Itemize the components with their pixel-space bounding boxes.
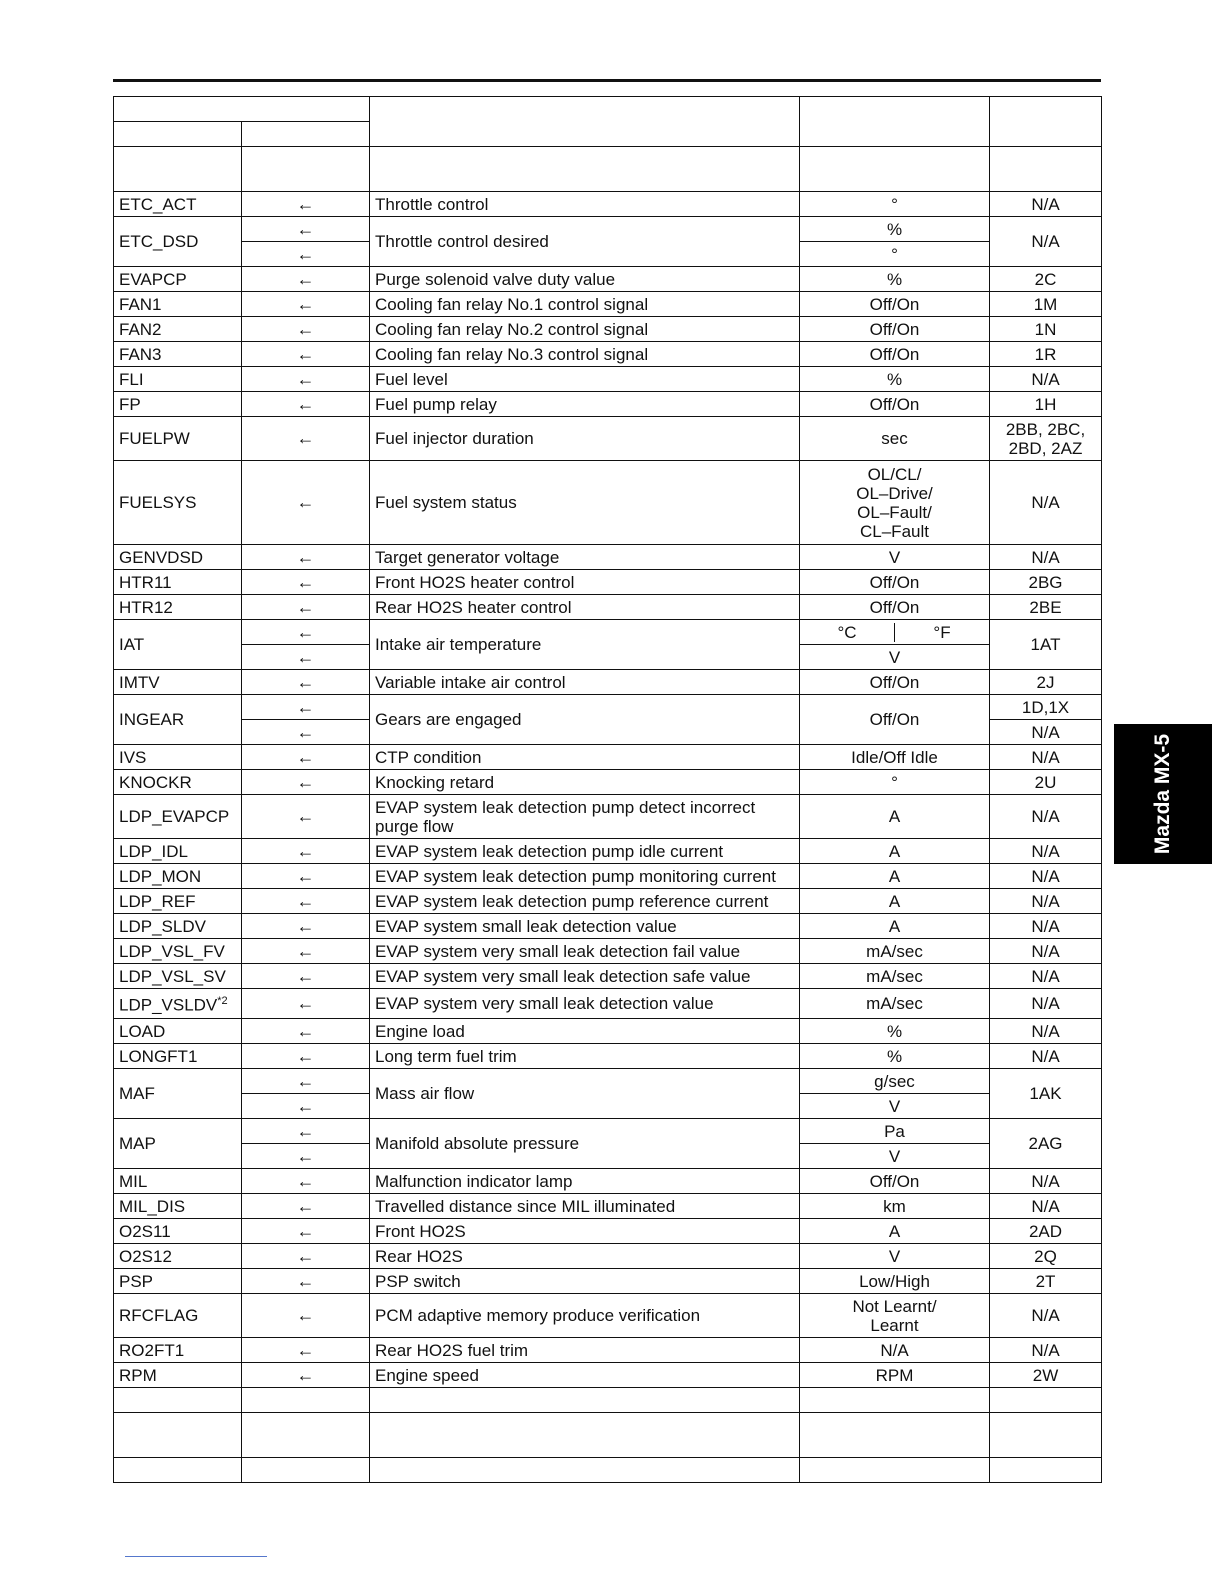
arrow-icon: ← (242, 545, 370, 570)
section-tab (1114, 724, 1212, 864)
arrow-icon: ← (242, 1044, 370, 1069)
pid-description: EVAP system small leak detection value (370, 914, 800, 939)
pid-description: Manifold absolute pressure (370, 1119, 800, 1169)
pid-unit-line: OL/CL/ (867, 464, 922, 484)
table-row (114, 964, 1102, 989)
pid-unit: V (800, 1244, 990, 1269)
table-row (114, 1044, 1102, 1069)
pid-description: Rear HO2S (370, 1244, 800, 1269)
pid-name: FAN3 (114, 342, 242, 367)
arrow-icon: ← (242, 367, 370, 392)
pid-description: EVAP system very small leak detection fail value (370, 939, 800, 964)
table-row (114, 292, 1102, 317)
arrow-icon: ← (242, 914, 370, 939)
arrow-icon: ← (242, 989, 370, 1019)
pid-description: Front HO2S (370, 1219, 800, 1244)
table-row (114, 192, 1102, 217)
pid-terminal: N/A (990, 1194, 1102, 1219)
pid-terminal: 1M (990, 292, 1102, 317)
pid-terminal (990, 417, 1102, 461)
pid-unit: Idle/Off Idle (800, 745, 990, 770)
pid-name: FUELPW (114, 417, 242, 461)
arrow-icon: ← (242, 1194, 370, 1219)
pid-description: Front HO2S heater control (370, 570, 800, 595)
pid-description: EVAP system very small leak detection safe value (370, 964, 800, 989)
pid-description: Purge solenoid valve duty value (370, 267, 800, 292)
arrow-icon: ← (242, 795, 370, 839)
pid-unit: Off/On (800, 392, 990, 417)
table-row (114, 1294, 1102, 1338)
pid-terminal: 1N (990, 317, 1102, 342)
pid-terminal: N/A (990, 864, 1102, 889)
pid-unit (800, 620, 990, 645)
pid-name: GENVDSD (114, 545, 242, 570)
table-row (114, 317, 1102, 342)
unit-fahrenheit: °F (933, 622, 951, 642)
pid-name: LOAD (114, 1019, 242, 1044)
pid-unit: g/sec (800, 1069, 990, 1094)
pid-terminal: N/A (990, 914, 1102, 939)
pid-terminal: N/A (990, 545, 1102, 570)
pid-name: FUELSYS (114, 461, 242, 545)
pid-terminal: 2Q (990, 1244, 1102, 1269)
pid-unit: A (800, 795, 990, 839)
pid-description: PCM adaptive memory produce verification (370, 1294, 800, 1338)
pid-unit: V (800, 545, 990, 570)
pid-terminal: N/A (990, 461, 1102, 545)
table-row (114, 839, 1102, 864)
arrow-icon: ← (242, 745, 370, 770)
pid-description: EVAP system leak detection pump reference current (370, 889, 800, 914)
pid-unit: % (800, 1019, 990, 1044)
pid-terminal: N/A (990, 839, 1102, 864)
pid-terminal: N/A (990, 795, 1102, 839)
table-row (114, 864, 1102, 889)
pid-unit: N/A (800, 1338, 990, 1363)
pid-name (114, 989, 242, 1019)
pid-description: Malfunction indicator lamp (370, 1169, 800, 1194)
table-row (114, 417, 1102, 461)
pid-description: EVAP system very small leak detection value (370, 989, 800, 1019)
table-row (114, 1363, 1102, 1388)
pid-name: MAF (114, 1069, 242, 1119)
table-row (114, 1069, 1102, 1094)
pid-terminal: 2U (990, 770, 1102, 795)
arrow-icon: ← (242, 889, 370, 914)
pid-terminal: N/A (990, 1019, 1102, 1044)
header-row (114, 97, 1102, 122)
pid-name: HTR11 (114, 570, 242, 595)
pid-unit: Off/On (800, 317, 990, 342)
pid-description: Target generator voltage (370, 545, 800, 570)
table-row (114, 889, 1102, 914)
pid-unit (800, 461, 990, 545)
pid-unit: RPM (800, 1363, 990, 1388)
arrow-icon: ← (242, 1244, 370, 1269)
table-row (114, 939, 1102, 964)
pid-description: PSP switch (370, 1269, 800, 1294)
arrow-icon: ← (242, 939, 370, 964)
blank-row (114, 1413, 1102, 1458)
pid-terminal: N/A (990, 989, 1102, 1019)
pid-description: CTP condition (370, 745, 800, 770)
arrow-icon: ← (242, 670, 370, 695)
pid-terminal: 2AG (990, 1119, 1102, 1169)
pid-name: MAP (114, 1119, 242, 1169)
pid-unit: % (800, 367, 990, 392)
pid-name: IVS (114, 745, 242, 770)
table-row (114, 1269, 1102, 1294)
blank-row (114, 1388, 1102, 1413)
table-row (114, 914, 1102, 939)
arrow-icon: ← (242, 1094, 370, 1119)
pid-description: Engine speed (370, 1363, 800, 1388)
pid-name: LDP_EVAPCP (114, 795, 242, 839)
pid-unit: A (800, 1219, 990, 1244)
arrow-icon: ← (242, 1363, 370, 1388)
pid-unit: A (800, 889, 990, 914)
pid-terminal-line: 2BB, 2BC, (1005, 419, 1086, 439)
table-row (114, 461, 1102, 545)
pid-description: Fuel system status (370, 461, 800, 545)
pid-name: KNOCKR (114, 770, 242, 795)
pid-name: EVAPCP (114, 267, 242, 292)
table-row (114, 1119, 1102, 1144)
table-row (114, 989, 1102, 1019)
pid-name: LDP_SLDV (114, 914, 242, 939)
pid-unit (800, 1294, 990, 1338)
pid-unit: % (800, 267, 990, 292)
pid-name: LDP_VSL_FV (114, 939, 242, 964)
arrow-icon: ← (242, 1269, 370, 1294)
pid-unit: ° (800, 192, 990, 217)
pid-terminal: N/A (990, 192, 1102, 217)
pid-name: INGEAR (114, 695, 242, 745)
pid-name: RPM (114, 1363, 242, 1388)
pid-unit: Pa (800, 1119, 990, 1144)
pid-name: IMTV (114, 670, 242, 695)
pid-description: Cooling fan relay No.2 control signal (370, 317, 800, 342)
pid-description: Variable intake air control (370, 670, 800, 695)
arrow-icon: ← (242, 570, 370, 595)
pid-terminal-line: 2BD, 2AZ (1008, 438, 1083, 458)
pid-description: Fuel pump relay (370, 392, 800, 417)
pid-unit-line: Learnt (870, 1315, 919, 1335)
pid-description-line: EVAP system leak detection pump detect incorrect (375, 797, 756, 817)
pid-name: FLI (114, 367, 242, 392)
pid-unit: Off/On (800, 570, 990, 595)
pid-terminal: 2AD (990, 1219, 1102, 1244)
pid-name: LDP_VSL_SV (114, 964, 242, 989)
blank-row (114, 1458, 1102, 1483)
pid-description: Mass air flow (370, 1069, 800, 1119)
arrow-icon: ← (242, 267, 370, 292)
pid-unit: A (800, 839, 990, 864)
arrow-icon: ← (242, 645, 370, 670)
pid-name: ETC_ACT (114, 192, 242, 217)
pid-terminal: N/A (990, 1169, 1102, 1194)
arrow-icon: ← (242, 1144, 370, 1169)
pid-terminal: 2W (990, 1363, 1102, 1388)
pid-name-text: LDP_VSLDV (119, 995, 218, 1015)
pid-unit: mA/sec (800, 989, 990, 1019)
pid-name: O2S12 (114, 1244, 242, 1269)
table-row (114, 367, 1102, 392)
pid-description: Throttle control desired (370, 217, 800, 267)
pid-terminal: N/A (990, 939, 1102, 964)
pid-description: Travelled distance since MIL illuminated (370, 1194, 800, 1219)
pid-name: FP (114, 392, 242, 417)
pid-unit: mA/sec (800, 964, 990, 989)
pid-terminal: 2T (990, 1269, 1102, 1294)
pid-name: O2S11 (114, 1219, 242, 1244)
arrow-icon: ← (242, 192, 370, 217)
pid-terminal: 1R (990, 342, 1102, 367)
arrow-icon: ← (242, 1019, 370, 1044)
pid-name: LDP_IDL (114, 839, 242, 864)
pid-description: Engine load (370, 1019, 800, 1044)
arrow-icon: ← (242, 242, 370, 267)
table-row (114, 570, 1102, 595)
table-row (114, 770, 1102, 795)
pid-unit: A (800, 864, 990, 889)
pid-unit: Off/On (800, 670, 990, 695)
arrow-icon: ← (242, 1069, 370, 1094)
table-row (114, 392, 1102, 417)
pid-name: MIL_DIS (114, 1194, 242, 1219)
table-row (114, 695, 1102, 720)
pid-terminal: 1D,1X (990, 695, 1102, 720)
pid-name: PSP (114, 1269, 242, 1294)
pid-unit: Low/High (800, 1269, 990, 1294)
unit-celsius: °C (800, 623, 895, 642)
pid-terminal: 1AT (990, 620, 1102, 670)
pid-description: EVAP system leak detection pump idle current (370, 839, 800, 864)
pid-unit: V (800, 1094, 990, 1119)
arrow-icon: ← (242, 864, 370, 889)
table-row (114, 267, 1102, 292)
arrow-icon: ← (242, 839, 370, 864)
pid-terminal: N/A (990, 367, 1102, 392)
table-row (114, 595, 1102, 620)
footnote-marker: *2 (217, 995, 228, 1008)
pid-unit-line: CL–Fault (860, 521, 929, 541)
pid-unit: Off/On (800, 695, 990, 745)
arrow-icon: ← (242, 595, 370, 620)
pid-unit: % (800, 217, 990, 242)
table-row (114, 1219, 1102, 1244)
pid-description-line: purge flow (375, 816, 454, 836)
table-row (114, 1169, 1102, 1194)
table-row (114, 745, 1102, 770)
pid-terminal: 2C (990, 267, 1102, 292)
pid-unit: Off/On (800, 595, 990, 620)
pid-name: LDP_MON (114, 864, 242, 889)
pid-name: HTR12 (114, 595, 242, 620)
pid-unit: Off/On (800, 292, 990, 317)
pid-name: RO2FT1 (114, 1338, 242, 1363)
pid-terminal: 1AK (990, 1069, 1102, 1119)
pid-unit: A (800, 914, 990, 939)
table-row (114, 1019, 1102, 1044)
arrow-icon: ← (242, 695, 370, 720)
pid-unit: sec (800, 417, 990, 461)
table-row (114, 217, 1102, 242)
pid-description: Gears are engaged (370, 695, 800, 745)
pid-terminal: N/A (990, 1338, 1102, 1363)
arrow-icon: ← (242, 417, 370, 461)
pid-name: RFCFLAG (114, 1294, 242, 1338)
section-tab-label: Mazda MX-5 (1151, 733, 1174, 855)
pid-name: MIL (114, 1169, 242, 1194)
table-row (114, 545, 1102, 570)
pid-terminal: N/A (990, 1294, 1102, 1338)
pid-terminal: 2BG (990, 570, 1102, 595)
pid-unit-line: OL–Drive/ (856, 483, 933, 503)
pid-description: Fuel injector duration (370, 417, 800, 461)
arrow-icon: ← (242, 217, 370, 242)
arrow-icon: ← (242, 770, 370, 795)
pid-unit: % (800, 1044, 990, 1069)
arrow-icon: ← (242, 1169, 370, 1194)
table-row (114, 1194, 1102, 1219)
pid-unit: V (800, 1144, 990, 1169)
header-row (114, 147, 1102, 192)
pid-description: Knocking retard (370, 770, 800, 795)
pid-unit: Off/On (800, 1169, 990, 1194)
pid-name: LONGFT1 (114, 1044, 242, 1069)
pid-terminal: N/A (990, 964, 1102, 989)
pid-terminal: N/A (990, 217, 1102, 267)
pid-description: Intake air temperature (370, 620, 800, 670)
pid-terminal: 1H (990, 392, 1102, 417)
pid-terminal: 2BE (990, 595, 1102, 620)
pid-unit: V (800, 645, 990, 670)
pid-description: Cooling fan relay No.1 control signal (370, 292, 800, 317)
arrow-icon: ← (242, 292, 370, 317)
pid-description: Long term fuel trim (370, 1044, 800, 1069)
arrow-icon: ← (242, 1294, 370, 1338)
pid-description: EVAP system leak detection pump monitoring current (370, 864, 800, 889)
pid-unit: ° (800, 242, 990, 267)
pid-description (370, 795, 800, 839)
arrow-icon: ← (242, 1119, 370, 1144)
arrow-icon: ← (242, 620, 370, 645)
arrow-icon: ← (242, 392, 370, 417)
table-row (114, 795, 1102, 839)
pid-unit: Off/On (800, 342, 990, 367)
pid-unit: km (800, 1194, 990, 1219)
arrow-icon: ← (242, 964, 370, 989)
arrow-icon: ← (242, 1219, 370, 1244)
pid-unit: ° (800, 770, 990, 795)
arrow-icon: ← (242, 461, 370, 545)
pid-description: Rear HO2S heater control (370, 595, 800, 620)
pid-name: FAN1 (114, 292, 242, 317)
arrow-icon: ← (242, 342, 370, 367)
top-rule (113, 79, 1101, 82)
table-row (114, 620, 1102, 645)
pid-name: ETC_DSD (114, 217, 242, 267)
pid-name: LDP_REF (114, 889, 242, 914)
pid-terminal: 2J (990, 670, 1102, 695)
arrow-icon: ← (242, 317, 370, 342)
pid-terminal: N/A (990, 1044, 1102, 1069)
pid-unit: mA/sec (800, 939, 990, 964)
pid-description: Rear HO2S fuel trim (370, 1338, 800, 1363)
pid-description: Throttle control (370, 192, 800, 217)
table-row (114, 1244, 1102, 1269)
arrow-icon: ← (242, 720, 370, 745)
pid-name: FAN2 (114, 317, 242, 342)
pid-unit-line: OL–Fault/ (857, 502, 932, 522)
pid-terminal: N/A (990, 745, 1102, 770)
pid-description: Fuel level (370, 367, 800, 392)
table-row (114, 342, 1102, 367)
pid-description: Cooling fan relay No.3 control signal (370, 342, 800, 367)
pid-unit-line: Not Learnt/ (852, 1296, 937, 1316)
pid-terminal: N/A (990, 720, 1102, 745)
arrow-icon: ← (242, 1338, 370, 1363)
table-row (114, 1338, 1102, 1363)
pid-terminal: N/A (990, 889, 1102, 914)
footer-link-line (125, 1556, 267, 1557)
pid-table (113, 96, 1102, 1483)
table-row (114, 670, 1102, 695)
pid-name: IAT (114, 620, 242, 670)
